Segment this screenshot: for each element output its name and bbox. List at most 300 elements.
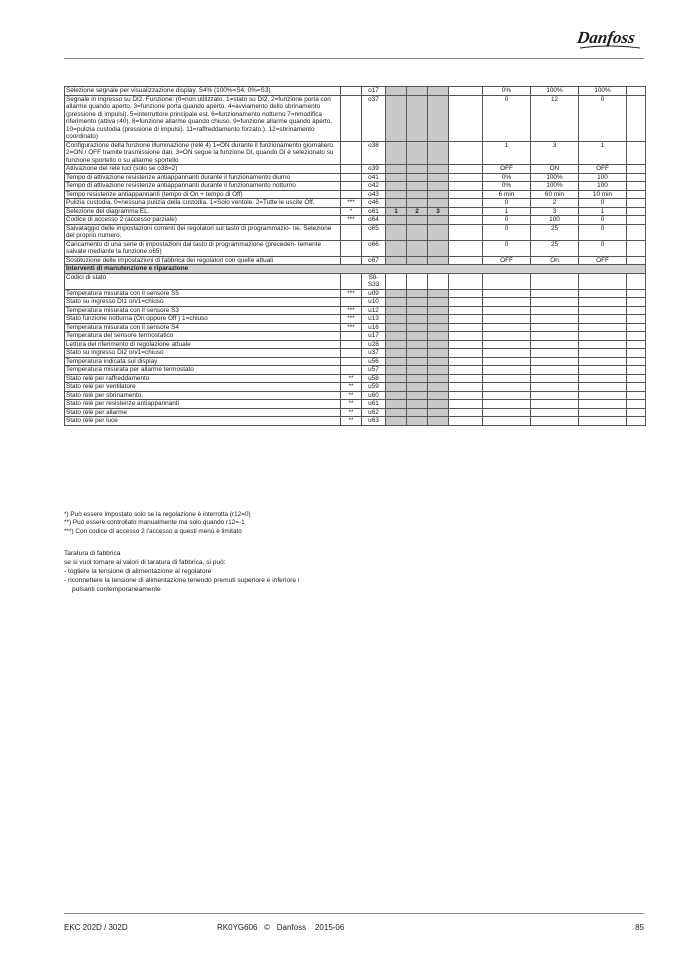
max-value (531, 273, 579, 289)
max-value (531, 289, 579, 298)
model-col-3 (428, 306, 449, 315)
model-col-3 (428, 240, 449, 256)
blank-cell (449, 95, 483, 141)
factory-value (579, 366, 627, 375)
extra-cell (627, 366, 646, 375)
param-description: Temperatura misurata con il sensore S4 (65, 323, 341, 332)
max-value (531, 340, 579, 349)
factory-value (579, 298, 627, 307)
model-col-2 (407, 340, 428, 349)
max-value (531, 391, 579, 400)
factory-value (579, 273, 627, 289)
model-col-3 (428, 340, 449, 349)
param-description: Stato relè per resistenze antiappannanti (65, 400, 341, 409)
extra-cell (627, 400, 646, 409)
model-col-2 (407, 374, 428, 383)
access-mark (341, 182, 362, 191)
extra-cell (627, 357, 646, 366)
table-row (65, 383, 646, 392)
extra-cell (627, 95, 646, 141)
blank-cell (449, 182, 483, 191)
model-col-1 (386, 357, 407, 366)
extra-cell (627, 289, 646, 298)
factory-value: OFF (579, 165, 627, 174)
max-value: 3 (531, 207, 579, 216)
model-col-1 (386, 190, 407, 199)
param-description: Selezione del diagramma EL. (65, 207, 341, 216)
access-mark: *** (341, 315, 362, 324)
factory-reset-section (64, 549, 299, 594)
param-description: Temperatura del sensore termostatico (65, 332, 341, 341)
table-row (65, 240, 646, 256)
param-code: u57 (362, 366, 386, 375)
table-row (65, 408, 646, 417)
factory-value (579, 349, 627, 358)
min-value (483, 366, 531, 375)
table-row (65, 95, 646, 141)
max-value: 100% (531, 173, 579, 182)
blank-cell (449, 240, 483, 256)
model-col-2 (407, 349, 428, 358)
max-value (531, 349, 579, 358)
model-col-2 (407, 199, 428, 208)
model-col-1 (386, 408, 407, 417)
model-col-2 (407, 323, 428, 332)
model-col-1 (386, 383, 407, 392)
access-mark: *** (341, 306, 362, 315)
model-col-1 (386, 332, 407, 341)
factory-title: Taratura di fabbrica (64, 550, 121, 557)
footer-rule (64, 913, 644, 914)
param-code: u63 (362, 417, 386, 426)
param-code: o37 (362, 95, 386, 141)
param-code: u10 (362, 298, 386, 307)
blank-cell (449, 357, 483, 366)
blank-cell (449, 366, 483, 375)
max-value (531, 323, 579, 332)
footnote-1: *) Può essere impostato solo se la regolazione è interrotta (r12=0) (64, 511, 251, 518)
access-mark: ** (341, 391, 362, 400)
blank-cell (449, 207, 483, 216)
max-value: 100 (531, 216, 579, 225)
footnote-3: ***) Con codice di accesso 2 l'accesso a questi menù è limitato (64, 527, 242, 535)
model-col-2 (407, 289, 428, 298)
model-col-2 (407, 332, 428, 341)
max-value (531, 383, 579, 392)
min-value (483, 357, 531, 366)
blank-cell (449, 383, 483, 392)
model-col-3 (428, 366, 449, 375)
header-rule (64, 58, 644, 59)
factory-intro: se si vuol tornare ai valori di taratura di fabbrica, si può: (64, 559, 226, 566)
model-col-1 (386, 141, 407, 165)
param-code: u17 (362, 332, 386, 341)
blank-cell (449, 224, 483, 240)
model-col-3 (428, 165, 449, 174)
model-col-1 (386, 306, 407, 315)
table-row (65, 141, 646, 165)
model-col-3 (428, 374, 449, 383)
min-value: 0 (483, 216, 531, 225)
factory-value (579, 323, 627, 332)
param-code: u28 (362, 340, 386, 349)
model-col-1 (386, 273, 407, 289)
model-col-3 (428, 332, 449, 341)
param-description: Temperatura misurata con il sensore S5 (65, 289, 341, 298)
footnote-2: **) Può essere controllato manualmente ma solo quando r12=-1 (64, 519, 245, 527)
extra-cell (627, 141, 646, 165)
param-description: Salvataggio delle impostazioni correnti dei regolatori sul tasto di programmazio- ne. Selezione del proprio numero. (65, 224, 341, 240)
model-col-2 (407, 357, 428, 366)
param-description: Temperatura indicata sul display (65, 357, 341, 366)
min-value (483, 332, 531, 341)
blank-cell (449, 190, 483, 199)
access-mark (341, 256, 362, 265)
max-value: 25 (531, 224, 579, 240)
min-value: 0 (483, 95, 531, 141)
factory-value (579, 289, 627, 298)
factory-value: 0 (579, 199, 627, 208)
min-value: 1 (483, 141, 531, 165)
param-description: Caricamento di una serie di impostazioni dal tasto di programmazione (preceden- temente salvate mediante la funzione o65) (65, 240, 341, 256)
min-value (483, 400, 531, 409)
param-code: u59 (362, 383, 386, 392)
extra-cell (627, 165, 646, 174)
table-row (65, 417, 646, 426)
min-value (483, 298, 531, 307)
table-row (65, 357, 646, 366)
min-value (483, 349, 531, 358)
model-col-2 (407, 298, 428, 307)
factory-value: 1 (579, 207, 627, 216)
param-description: Stato relè per ventilatore (65, 383, 341, 392)
model-col-1: 1 (386, 207, 407, 216)
max-value: 2 (531, 199, 579, 208)
param-description: Sostituzione delle impostazioni di fabbrica dei regolatori con quelle attuali (65, 256, 341, 265)
model-col-3 (428, 190, 449, 199)
extra-cell (627, 315, 646, 324)
min-value: 0 (483, 199, 531, 208)
access-mark: *** (341, 289, 362, 298)
max-value: 100% (531, 87, 579, 96)
table-row (65, 323, 646, 332)
table-row (65, 289, 646, 298)
model-col-1 (386, 224, 407, 240)
max-value: 60 min (531, 190, 579, 199)
max-value (531, 306, 579, 315)
factory-value (579, 383, 627, 392)
footer-model: EKC 202D / 302D (64, 923, 128, 932)
table-row (65, 224, 646, 240)
access-mark (341, 224, 362, 240)
param-description: Codice di accesso 2 (accesso parziale) (65, 216, 341, 225)
factory-value (579, 408, 627, 417)
factory-value: 100 (579, 182, 627, 191)
model-col-1 (386, 374, 407, 383)
model-col-1 (386, 400, 407, 409)
access-mark (341, 190, 362, 199)
model-col-2 (407, 190, 428, 199)
table-row (65, 298, 646, 307)
model-col-3 (428, 256, 449, 265)
danfoss-logo (572, 24, 644, 52)
table-row (65, 349, 646, 358)
blank-cell (449, 306, 483, 315)
param-code: o43 (362, 190, 386, 199)
param-code: u09 (362, 289, 386, 298)
access-mark (341, 165, 362, 174)
param-description: Stato relè per luce (65, 417, 341, 426)
factory-value (579, 332, 627, 341)
model-col-1 (386, 315, 407, 324)
access-mark (341, 349, 362, 358)
extra-cell (627, 87, 646, 96)
factory-value (579, 400, 627, 409)
model-col-1 (386, 256, 407, 265)
param-code: u58 (362, 374, 386, 383)
min-value (483, 417, 531, 426)
extra-cell (627, 340, 646, 349)
model-col-1 (386, 289, 407, 298)
model-col-3 (428, 224, 449, 240)
param-code: o67 (362, 256, 386, 265)
model-col-2 (407, 240, 428, 256)
blank-cell (449, 374, 483, 383)
max-value (531, 332, 579, 341)
factory-value: 100% (579, 87, 627, 96)
param-description: Stato relè per sbrinamento. (65, 391, 341, 400)
model-col-1 (386, 95, 407, 141)
param-code: u12 (362, 306, 386, 315)
model-col-3 (428, 216, 449, 225)
access-mark: * (341, 207, 362, 216)
extra-cell (627, 199, 646, 208)
factory-value (579, 417, 627, 426)
model-col-3 (428, 298, 449, 307)
model-col-3: 3 (428, 207, 449, 216)
access-mark: ** (341, 417, 362, 426)
model-col-2 (407, 141, 428, 165)
extra-cell (627, 408, 646, 417)
model-col-3 (428, 173, 449, 182)
access-mark: *** (341, 199, 362, 208)
model-col-2 (407, 391, 428, 400)
max-value (531, 417, 579, 426)
factory-value (579, 357, 627, 366)
model-col-3 (428, 408, 449, 417)
blank-cell (449, 141, 483, 165)
param-description: Selezione segnale per visualizzazione display. S4% (100%=S4, 0%=S3) (65, 87, 341, 96)
min-value (483, 273, 531, 289)
max-value: 12 (531, 95, 579, 141)
extra-cell (627, 173, 646, 182)
access-mark (341, 87, 362, 96)
model-col-2 (407, 366, 428, 375)
param-description: Stato funzione notturna (On oppure Off ) 1=chiuso (65, 315, 341, 324)
table-row (65, 366, 646, 375)
min-value: 1 (483, 207, 531, 216)
min-value (483, 289, 531, 298)
model-col-1 (386, 165, 407, 174)
model-col-2 (407, 400, 428, 409)
param-description: Stato relè per raffreddamento (65, 374, 341, 383)
min-value: OFF (483, 165, 531, 174)
min-value: 0% (483, 173, 531, 182)
max-value (531, 366, 579, 375)
extra-cell (627, 224, 646, 240)
min-value: 0 (483, 240, 531, 256)
model-col-3 (428, 273, 449, 289)
max-value (531, 400, 579, 409)
param-code: o64 (362, 216, 386, 225)
model-col-2 (407, 273, 428, 289)
model-col-2 (407, 182, 428, 191)
table-row (65, 190, 646, 199)
extra-cell (627, 207, 646, 216)
model-col-3 (428, 417, 449, 426)
param-description: Temperatura misurata per allarme termostato (65, 366, 341, 375)
section-heading: Interventi di manutenzione e riparazione (65, 265, 646, 274)
model-col-2 (407, 165, 428, 174)
access-mark: ** (341, 383, 362, 392)
param-code: u61 (362, 400, 386, 409)
min-value (483, 383, 531, 392)
table-row (65, 207, 646, 216)
table-row (65, 216, 646, 225)
factory-value (579, 306, 627, 315)
model-col-3 (428, 357, 449, 366)
factory-value: 1 (579, 141, 627, 165)
extra-cell (627, 240, 646, 256)
factory-value (579, 391, 627, 400)
factory-step-2: - riconnettere la tensione di alimentazione tenendo premuti superiore e inferiore i (64, 577, 300, 584)
blank-cell (449, 165, 483, 174)
blank-cell (449, 340, 483, 349)
footer-date: 2015-06 (314, 923, 345, 932)
param-description: Stato su ingresso DI1 on/1=chiuso (65, 298, 341, 307)
logo-text: Danfoss (575, 28, 637, 47)
model-col-2 (407, 256, 428, 265)
table-row (65, 199, 646, 208)
param-code: u62 (362, 408, 386, 417)
access-mark (341, 357, 362, 366)
table-row (65, 273, 646, 289)
extra-cell (627, 216, 646, 225)
extra-cell (627, 190, 646, 199)
param-description: Temperatura misurata con il sensore S3 (65, 306, 341, 315)
extra-cell (627, 306, 646, 315)
table-row (65, 165, 646, 174)
access-mark (341, 173, 362, 182)
param-code: o42 (362, 182, 386, 191)
table-row (65, 173, 646, 182)
param-description: Attivazione del relè luci (solo se o38=2) (65, 165, 341, 174)
blank-cell (449, 298, 483, 307)
table-row (65, 332, 646, 341)
min-value (483, 374, 531, 383)
access-mark (341, 340, 362, 349)
factory-value: 0 (579, 95, 627, 141)
param-code: u37 (362, 349, 386, 358)
extra-cell (627, 298, 646, 307)
model-col-2 (407, 306, 428, 315)
model-col-2 (407, 216, 428, 225)
blank-cell (449, 332, 483, 341)
access-mark (341, 141, 362, 165)
extra-cell (627, 417, 646, 426)
min-value (483, 323, 531, 332)
access-mark: ** (341, 400, 362, 409)
blank-cell (449, 216, 483, 225)
param-description: Tempo resistenze antiappannanti (tempo di On + tempo di Off) (65, 190, 341, 199)
factory-value: 0 (579, 224, 627, 240)
model-col-3 (428, 383, 449, 392)
table-row (65, 340, 646, 349)
min-value (483, 306, 531, 315)
factory-value (579, 340, 627, 349)
extra-cell (627, 349, 646, 358)
factory-value (579, 374, 627, 383)
model-col-2 (407, 383, 428, 392)
param-description: Configurazione della funzione illuminazione (relè 4) 1=ON durante il funzionamento giornaliero. 2=ON / OFF tramite trasmissione dati. 3=ON segue la funzione DI, quando DI è selezionato su funzione sportello o su allarme sportello (65, 141, 341, 165)
param-code: o17 (362, 87, 386, 96)
table-row (65, 391, 646, 400)
blank-cell (449, 417, 483, 426)
blank-cell (449, 173, 483, 182)
model-col-2 (407, 417, 428, 426)
blank-cell (449, 273, 483, 289)
footer-doc-info (217, 923, 344, 932)
model-col-3 (428, 323, 449, 332)
footer-brand: Danfoss (276, 923, 307, 932)
table-row (65, 306, 646, 315)
model-col-3 (428, 199, 449, 208)
param-code: u56 (362, 357, 386, 366)
param-description: Segnale in ingresso su DI2. Funzione: (0=non utilizzato. 1=stato su DI2. 2=funzione porta con allarme quando aperto. 3=funzione porta quando aperto. 4=avviamento dello sbrinamento (pressione di impulsi). 5=interruttore principale est. 6=funzionamento notturno 7=nmodifica riferimento (attiva r40). 8=funzione allarme quando chiuso. 9=funzione allarme quando aperto. 10=pulizia custodia (pressione di impulsi). 11=raffreddamento forzato.). 12=sbrinamento coordinato) (65, 95, 341, 141)
model-col-3 (428, 289, 449, 298)
param-code: S0-S33 (362, 273, 386, 289)
footer-doc-code: RK0YG606 (217, 923, 258, 932)
blank-cell (449, 391, 483, 400)
blank-cell (449, 199, 483, 208)
min-value: OFF (483, 256, 531, 265)
access-mark (341, 95, 362, 141)
param-code: o46 (362, 199, 386, 208)
access-mark (341, 240, 362, 256)
table-row (65, 87, 646, 96)
model-col-3 (428, 315, 449, 324)
table-row (65, 374, 646, 383)
max-value (531, 315, 579, 324)
access-mark (341, 273, 362, 289)
blank-cell (449, 349, 483, 358)
table-row (65, 182, 646, 191)
blank-cell (449, 315, 483, 324)
footer-copyright: © (264, 923, 271, 932)
access-mark (341, 366, 362, 375)
factory-value: 10 min (579, 190, 627, 199)
param-description: Lettura del riferimento di regolazione attuale (65, 340, 341, 349)
extra-cell (627, 332, 646, 341)
factory-value: OFF (579, 256, 627, 265)
model-col-1 (386, 199, 407, 208)
param-code: o41 (362, 173, 386, 182)
extra-cell (627, 182, 646, 191)
model-col-2 (407, 173, 428, 182)
param-code: u16 (362, 323, 386, 332)
param-description: Pulizia custodia. 0=nessuna pulizia della custodia. 1=Solo ventole. 2=Tutte le uscite Off. (65, 199, 341, 208)
max-value (531, 408, 579, 417)
